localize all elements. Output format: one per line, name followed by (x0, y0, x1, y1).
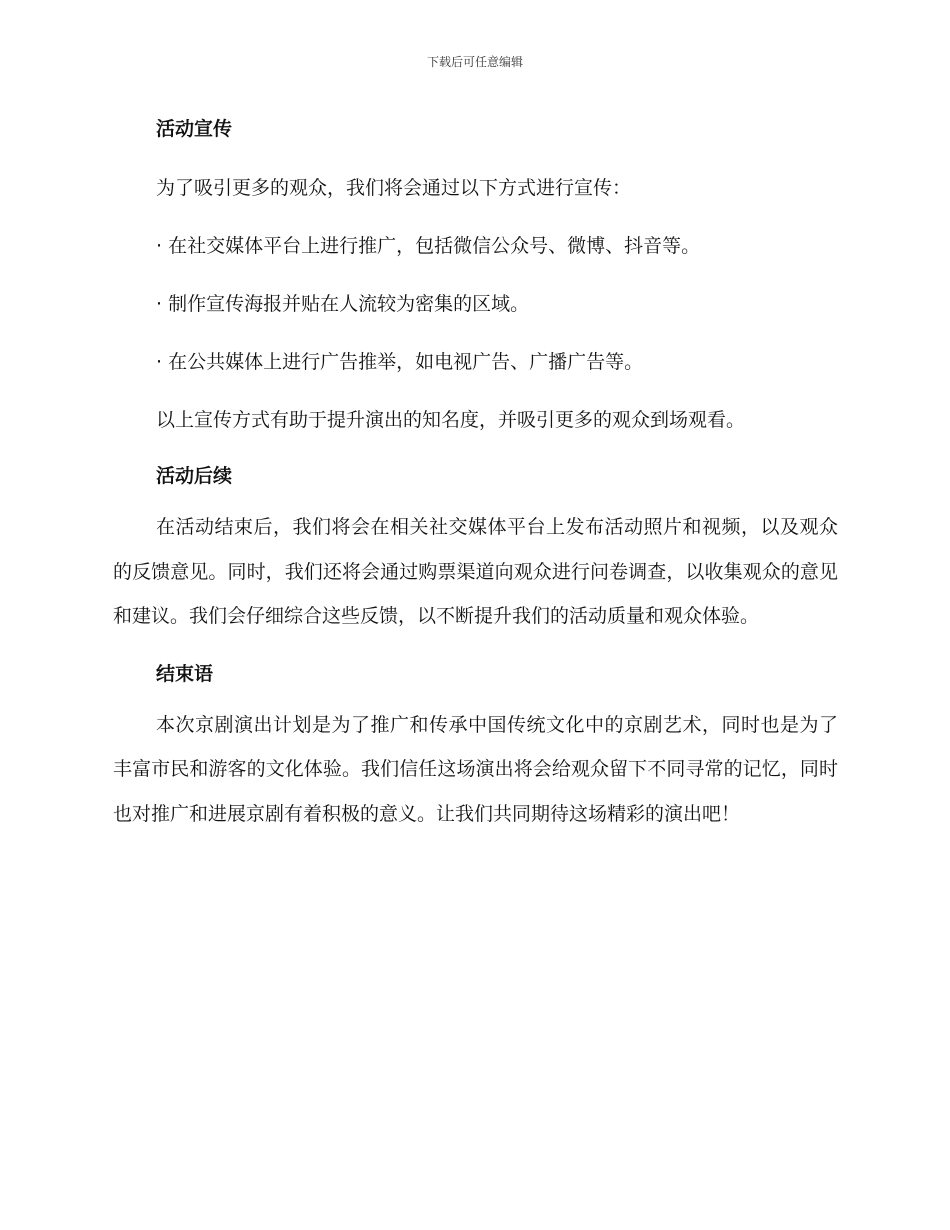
page-header-note: 下载后可任意编辑 (426, 55, 523, 69)
promotion-summary: 以上宣传方式有助于提升演出的知名度，并吸引更多的观众到场观看。 (156, 409, 746, 431)
section-title-closing: 结束语 (156, 662, 214, 685)
section-title-followup: 活动后续 (156, 465, 233, 487)
promotion-bullet-1: · 在社交媒体平台上进行推广，包括微信公众号、微博、抖音等。 (156, 235, 701, 257)
closing-paragraph: 本次京剧演出计划是为了推广和传承中国传统文化中的京剧艺术，同时也是为了丰富市民和游客的文化体验。我们信任这场演出将会给观众留下不同寻常的记忆，同时也对推广和进展京剧有着积极的意义。让我们共同期待这场精彩的演出吧！ (113, 713, 838, 825)
followup-paragraph: 在活动结束后，我们将会在相关社交媒体平台上发布活动照片和视频，以及观众的反馈意见。同时，我们还将会通过购票渠道向观众进行问卷调查，以收集观众的意见和建议。我们会仔细综合这些反馈，以不断提升我们的活动质量和观众体验。 (113, 516, 838, 627)
promotion-bullet-2: · 制作宣传海报并贴在人流较为密集的区域。 (156, 293, 530, 315)
promotion-bullet-3: · 在公共媒体上进行广告推举，如电视广告、广播广告等。 (156, 351, 644, 373)
section-title-promotion: 活动宣传 (156, 118, 233, 140)
document-body (113, 112, 838, 836)
promotion-intro: 为了吸引更多的观众，我们将会通过以下方式进行宣传： (156, 177, 632, 199)
